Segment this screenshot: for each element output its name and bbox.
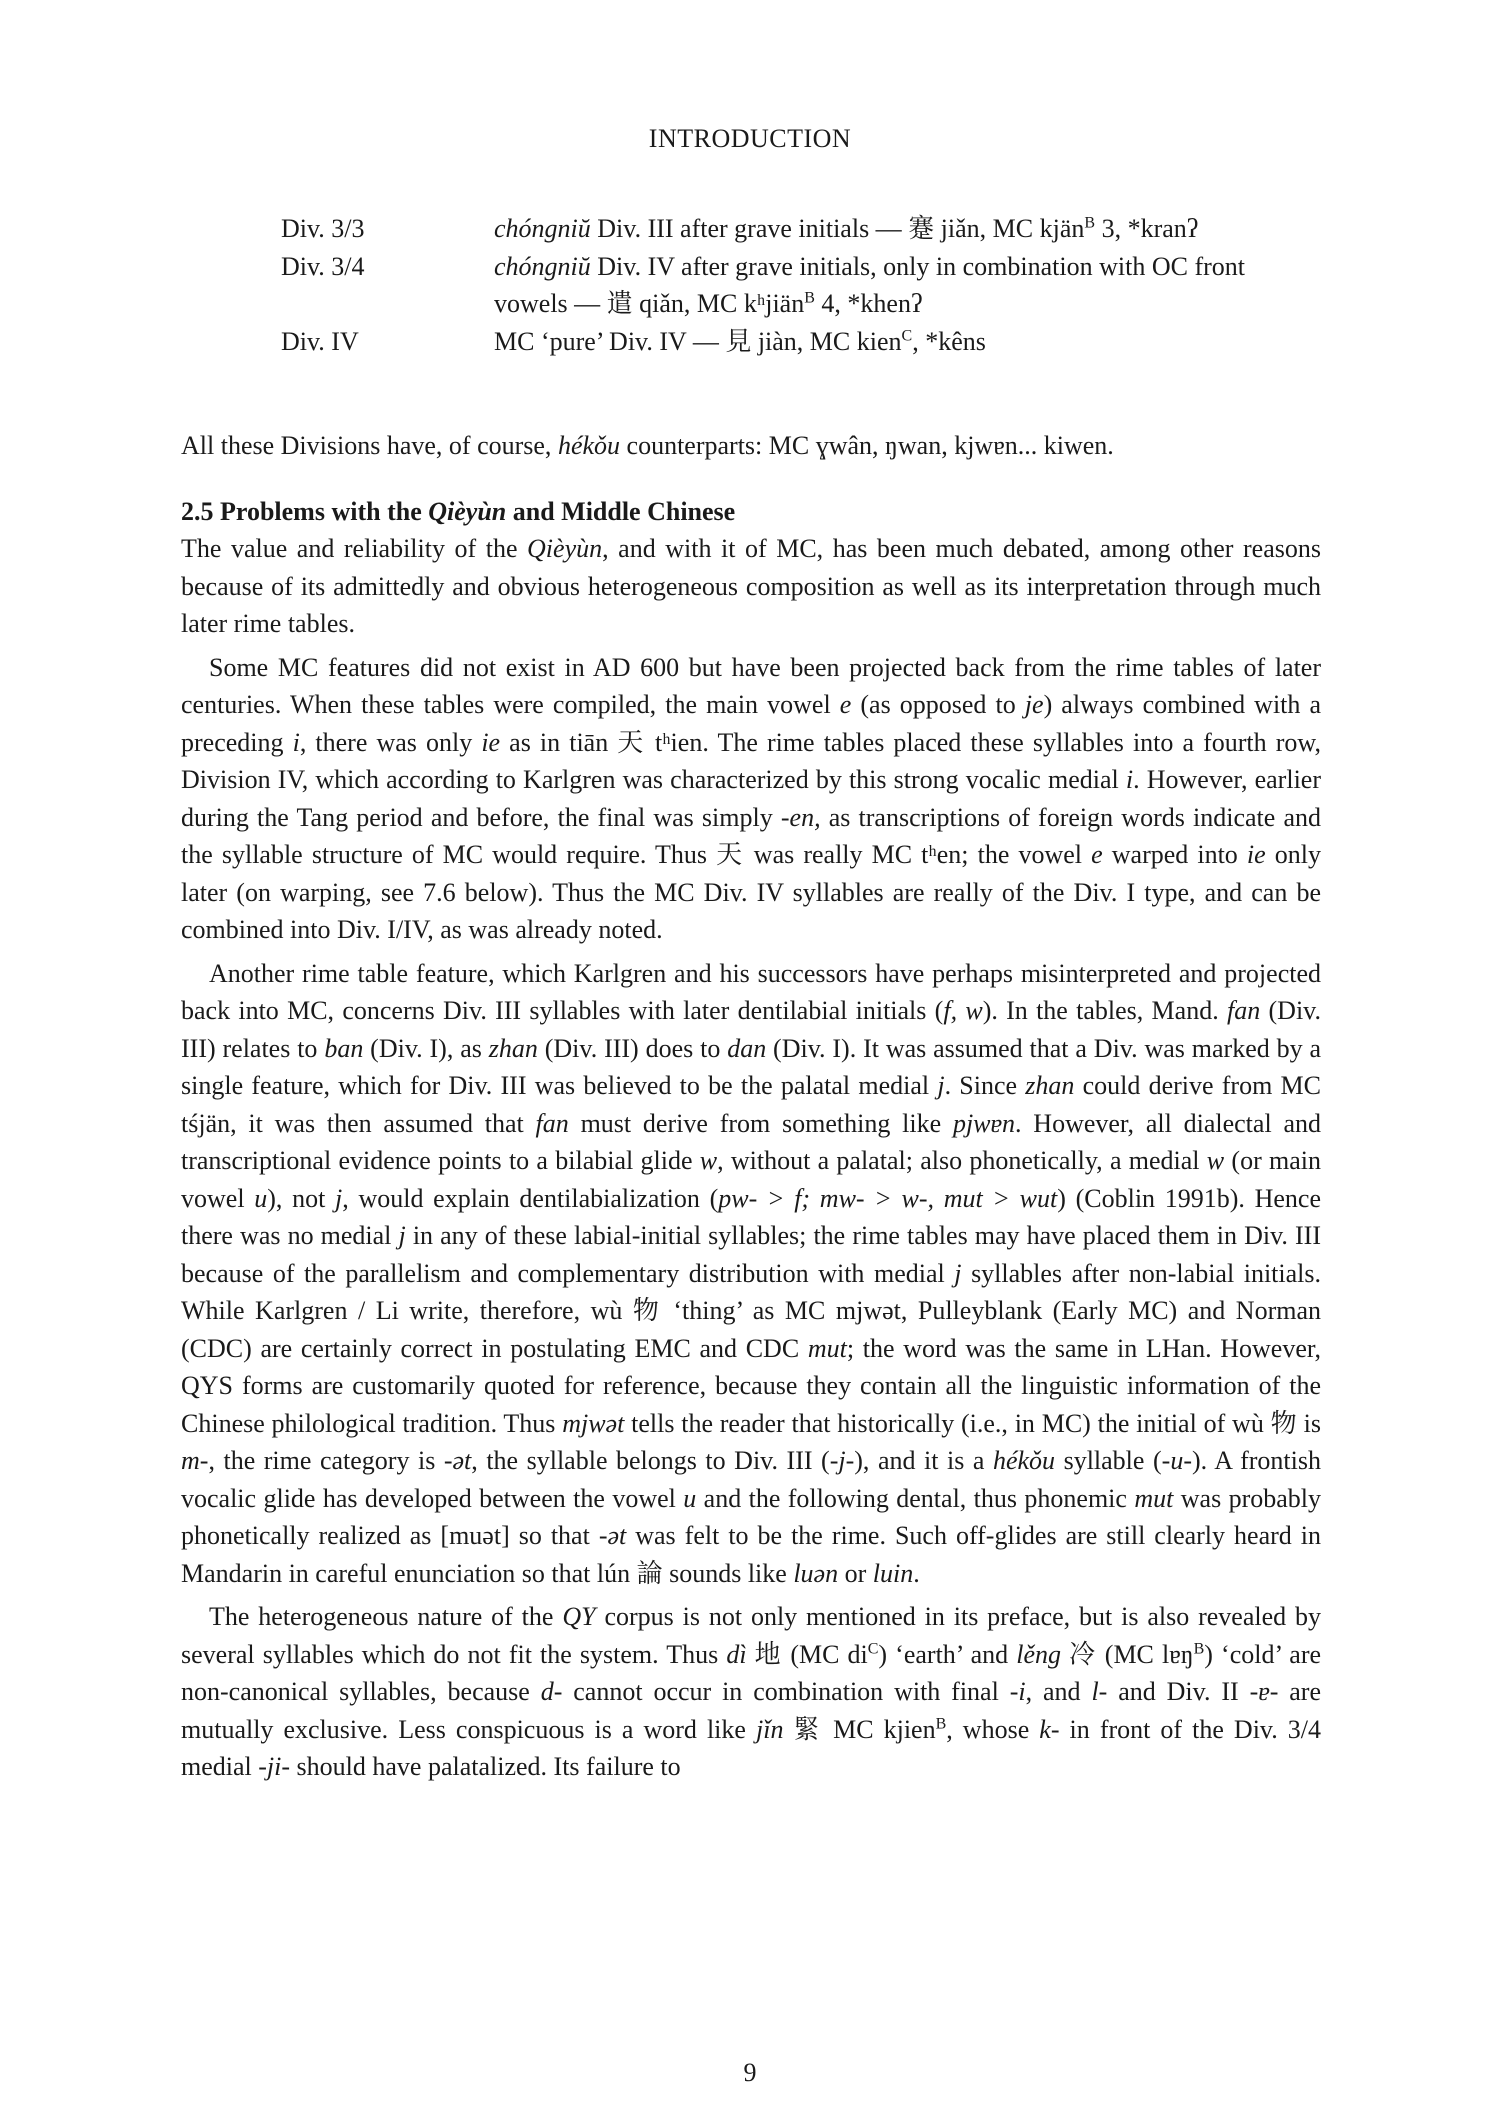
paragraph: The heterogeneous nature of the QY corpus is not only mentioned in its preface, but is also revealed by several syllables which do not fit the system. Thus dì 地 (MC $di^C$) ‘earth’ and lěng 冷 (MC lɐŋ$^B$) ‘cold’ are non-canonical syllables, because d- cannot occur in combination with final -i, and l- and Div. II -ɐ- are mutually exclusive. Less conspicuous is a word like jǐn 緊 MC kjien$^B$, whose k- in front of the Div. 3/4 medial -ji- should have palatalized. Its failure to (181, 1602, 1322, 1781)
division-label: Div. 3/4 (281, 251, 365, 281)
section-body (181, 530, 1321, 1792)
paragraph: The value and reliability of the Qièyùn, and with it of MC, has been much debated, among other reasons because of its admittedly and obvious heterogeneous composition as well as its interpretation through much later rime tables. (181, 534, 1321, 638)
division-description: chóngniŭ Div. IV after grave initials, only in combination with OC front vowels — 遣 qiǎn, MC kʰjiän$^B$ 4, *khenʔ (494, 251, 1245, 318)
division-row (281, 210, 1321, 248)
division-row (281, 323, 1321, 361)
page-number: 9 (743, 2058, 757, 2087)
division-description: chóngniŭ Div. III after grave initials — 蹇 jiǎn, MC kjän$^B$ 3, *kranʔ (494, 214, 1199, 243)
division-row (281, 248, 1321, 323)
division-label: Div. 3/3 (281, 214, 365, 243)
running-head: INTRODUCTION (648, 124, 852, 153)
summary-line: All these Divisions have, of course, hékǒu counterparts: MC ɣwân, ŋwan, kjwɐn... kiwen. (181, 431, 1114, 460)
paragraph: Some MC features did not exist in AD 600 but have been projected back from the rime tables of later centuries. When these tables were compiled, the main vowel e (as opposed to je) always combined with a preceding i, there was only ie as in tiān 天 tʰien. The rime tables placed these syllables into a fourth row, Division IV, which according to Karlgren was characterized by this strong vocalic medial i. However, earlier during the Tang period and before, the final was simply -en, as transcriptions of foreign words indicate and the syllable structure of MC would require. Thus 天 was really MC tʰen; the vowel e warped into ie only later (on warping, see 7.6 below). Thus the MC Div. IV syllables are really of the Div. I type, and can be combined into Div. I/IV, as was already noted. (181, 652, 1322, 944)
division-table (281, 210, 1321, 360)
division-description: MC ‘pure’ Div. IV — 見 jiàn, MC kien$^C$, *kêns (494, 326, 986, 356)
section-heading: 2.5 Problems with the Qièyùn and Middle Chinese (181, 497, 736, 526)
division-label: Div. IV (281, 326, 359, 356)
paragraph: Another rime table feature, which Karlgren and his successors have perhaps misinterpreted and projected back into MC, concerns Div. III syllables with later dentilabial initials (f, w). In the tables, Mand. fan (Div. III) relates to ban (Div. I), as zhan (Div. III) does to dan (Div. I). It was assumed that a Div. was marked by a single feature, which for Div. III was believed to be the palatal medial j. Since zhan could derive from MC tśjän, it was then assumed that fan must derive from something like pjwɐn. However, all dialectal and transcriptional evidence points to a bilabial glide w, without a palatal; also phonetically, a medial w (or main vowel u), not j, would explain dentilabialization (pw- > f; mw- > w-, mut > wut) (Coblin 1991b). Hence there was no medial j in any of these labial-initial syllables; the rime tables may have placed them in Div. III because of the parallelism and complementary distribution with medial j syllables after non-labial initials. While Karlgren / Li write, therefore, wù 物 ‘thing’ as MC mjwət, Pulleyblank (Early MC) and Norman (CDC) are certainly correct in postulating EMC and CDC mut; the word was the same in LHan. However, QYS forms are customarily quoted for reference, because they contain all the linguistic information of the Chinese philological tradition. Thus mjwət tells the reader that historically (i.e., in MC) the initial of wù 物 is m-, the rime category is -ət, the syllable belongs to Div. III (-j-), and it is a hékǒu syllable (-u-). A frontish vocalic glide has developed between the vowel u and the following dental, thus phonemic mut was probably phonetically realized as [muət] so that -ət was felt to be the rime. Such off-glides are still clearly heard in Mandarin in careful enunciation so that lún 論 sounds like luən or luin. (181, 958, 1322, 1588)
